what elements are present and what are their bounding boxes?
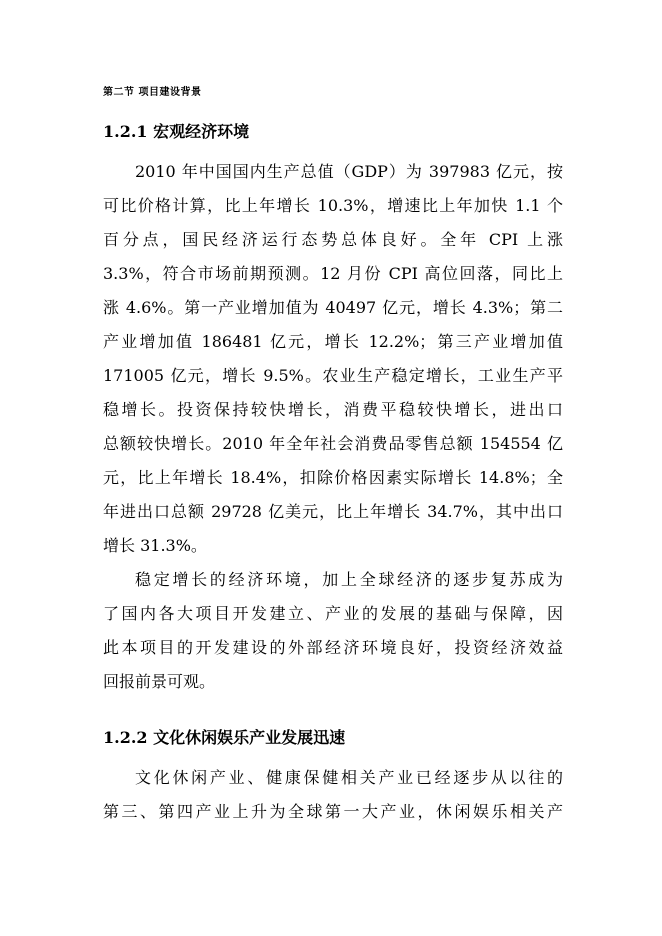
paragraph-1-line: 产业增加值 186481 亿元，增长 12.2%；第三产业增加值 (103, 332, 563, 351)
paragraph-1-line: 涨 4.6%。第一产业增加值为 40497 亿元，增长 4.3%；第二 (103, 298, 563, 317)
paragraph-3-line: 文化休闲产业、健康保健相关产业已经逐步从以往的 (135, 768, 563, 787)
paragraph-2-line: 了国内各大项目开发建立、产业的发展的基础与保障，因 (103, 604, 563, 623)
paragraph-1-line: 元，比上年增长 18.4%，扣除价格因素实际增长 14.8%；全 (103, 468, 563, 487)
paragraph-1-line: 2010 年中国国内生产总值（GDP）为 397983 亿元，按 (135, 162, 563, 181)
paragraph-1-line: 171005 亿元，增长 9.5%。农业生产稳定增长，工业生产平 (103, 366, 563, 385)
paragraph-1-line: 百分点，国民经济运行态势总体良好。全年 CPI 上涨 (103, 230, 563, 249)
paragraph-3-line: 第三、第四产业上升为全球第一大产业，休闲娱乐相关产 (103, 802, 563, 821)
paragraph-2-line: 此本项目的开发建设的外部经济环境良好，投资经济效益 (103, 638, 563, 657)
paragraph-1-line: 增长 31.3%。 (103, 536, 207, 555)
paragraph-1-line: 3.3%，符合市场前期预测。12 月份 CPI 高位回落，同比上 (103, 264, 563, 283)
heading-macro-economy: 1.2.1 宏观经济环境 (103, 122, 250, 141)
paragraph-1-line: 可比价格计算，比上年增长 10.3%，增速比上年加快 1.1 个 (103, 196, 563, 215)
paragraph-2-line: 稳定增长的经济环境，加上全球经济的逐步复苏成为 (135, 570, 563, 589)
paragraph-1-line: 总额较快增长。2010 年全年社会消费品零售总额 154554 亿 (103, 434, 563, 453)
paragraph-1-line: 年进出口总额 29728 亿美元，比上年增长 34.7%，其中出口 (103, 502, 563, 521)
paragraph-2-line: 回报前景可观。 (103, 672, 216, 691)
paragraph-1-line: 稳增长。投资保持较快增长，消费平稳较快增长，进出口 (103, 400, 563, 419)
heading-culture-leisure-industry: 1.2.2 文化休闲娱乐产业发展迅速 (103, 728, 346, 747)
section-label: 第二节 项目建设背景 (103, 87, 202, 98)
